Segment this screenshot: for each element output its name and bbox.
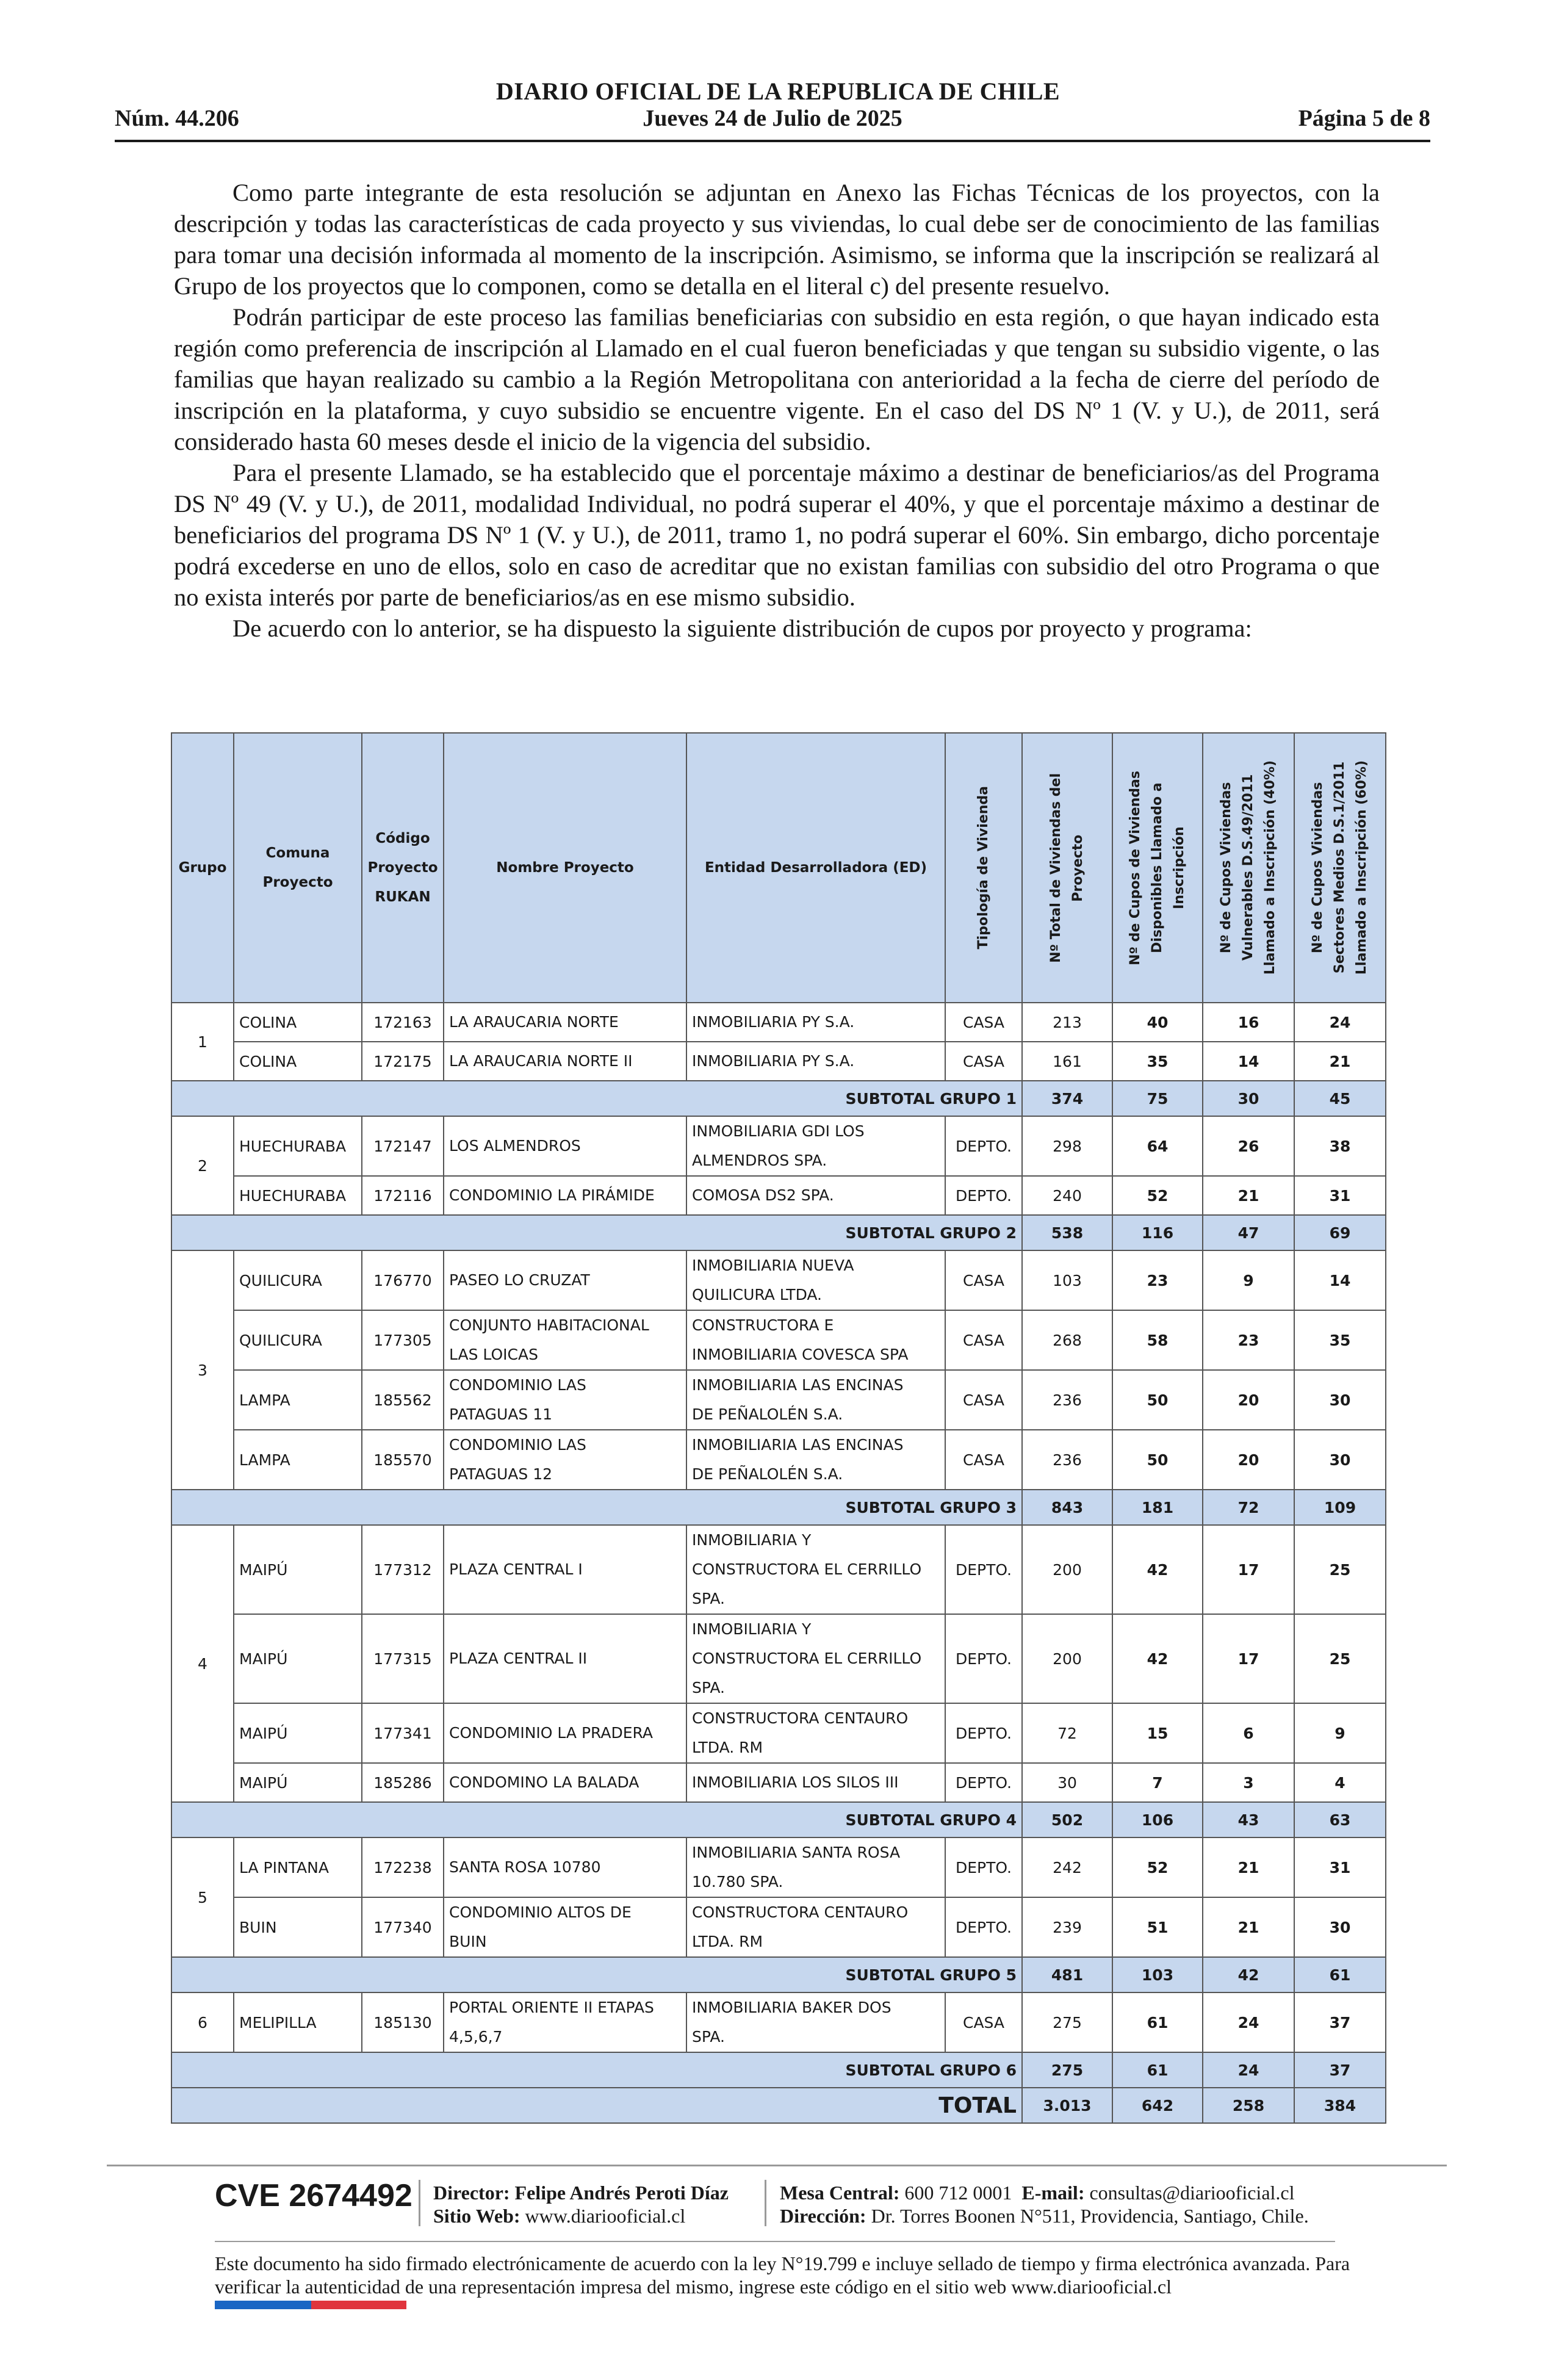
total-cell: 213 [1022,1003,1112,1042]
nombre-cell [444,1250,686,1310]
subtotal-medios: 45 [1294,1081,1386,1116]
vulnerables-cell: 3 [1203,1763,1294,1802]
cell-line: CONSTRUCTORA CENTAURO [692,1709,909,1727]
codigo-cell: 185286 [362,1763,444,1802]
grand-medios: 384 [1294,2088,1386,2123]
total-cell: 239 [1022,1897,1112,1957]
comuna-cell: HUECHURABA [234,1116,362,1176]
subtotal-row [171,1490,1386,1525]
table-row [171,1003,1386,1042]
cell-line: CONSTRUCTORA EL CERRILLO [692,1560,922,1578]
cupos-cell: 50 [1112,1430,1203,1490]
header-divider [115,140,1430,142]
cell-line: INMOBILIARIA PY S.A. [692,1052,855,1070]
table-row [171,1703,1386,1763]
codigo-cell: 172163 [362,1003,444,1042]
subtotal-medios: 109 [1294,1490,1386,1525]
email-label: E-mail: [1021,2182,1085,2204]
cupos-cell: 64 [1112,1116,1203,1176]
footer-divider [215,2241,1335,2242]
director-name: Felipe Andrés Peroti Díaz [514,2182,729,2204]
cell-line: DE PEÑALOLÉN S.A. [692,1405,843,1423]
group-number-cell: 6 [171,1992,234,2052]
subtotal-cupos: 61 [1112,2052,1203,2088]
cupos-cell: 51 [1112,1897,1203,1957]
nombre-cell [444,1837,686,1897]
entidad-cell [686,1763,945,1802]
table-row [171,1176,1386,1215]
total-cell: 30 [1022,1763,1112,1802]
group-number-cell: 3 [171,1250,234,1490]
total-row [171,2088,1386,2123]
codigo-cell: 172147 [362,1116,444,1176]
table-row [171,1837,1386,1897]
grand-vulnerables: 258 [1203,2088,1294,2123]
grand-cupos: 642 [1112,2088,1203,2123]
cell-line: INMOBILIARIA Y [692,1620,812,1638]
distribution-table-wrapper [171,732,1386,2124]
subtotal-label: SUBTOTAL GRUPO 2 [171,1215,1022,1250]
subtotal-cupos: 116 [1112,1215,1203,1250]
cell-line: CONSTRUCTORA E [692,1316,834,1334]
subtotal-label: SUBTOTAL GRUPO 5 [171,1957,1022,1992]
total-label: TOTAL [171,2088,1022,2123]
cell-line: LAS LOICAS [449,1346,538,1363]
table-row [171,1250,1386,1310]
codigo-cell: 177341 [362,1703,444,1763]
header-vulnerables: Nº de Cupos Viviendas Vulnerables D.S.49/2011 Llamado a Inscripción (40%) [1203,733,1294,1003]
cell-line: PATAGUAS 12 [449,1465,553,1483]
tipologia-cell: CASA [945,1370,1022,1430]
comuna-cell: MAIPÚ [234,1763,362,1802]
total-cell: 161 [1022,1042,1112,1081]
total-cell: 200 [1022,1614,1112,1703]
vulnerables-cell: 26 [1203,1116,1294,1176]
comuna-cell: QUILICURA [234,1250,362,1310]
tipologia-cell: DEPTO. [945,1703,1022,1763]
group-number-cell: 5 [171,1837,234,1957]
table-row [171,1430,1386,1490]
vulnerables-cell: 9 [1203,1250,1294,1310]
table-row [171,1310,1386,1370]
cell-line: LA ARAUCARIA NORTE [449,1013,619,1031]
cupos-cell: 52 [1112,1176,1203,1215]
cell-line: SPA. [692,2028,725,2046]
header-codigo: Código Proyecto RUKAN [362,733,444,1003]
cell-line: PLAZA CENTRAL I [449,1560,583,1578]
cell-line: PASEO LO CRUZAT [449,1271,590,1289]
header-medios: Nº de Cupos Viviendas Sectores Medios D.S.1/2011 Llamado a Inscripción (60%) [1294,733,1386,1003]
cell-line: INMOBILIARIA LOS SILOS III [692,1773,899,1791]
header-comuna: Comuna Proyecto [234,733,362,1003]
entidad-cell [686,1310,945,1370]
cell-line: SPA. [692,1679,725,1697]
subtotal-total: 843 [1022,1490,1112,1525]
table-row [171,1525,1386,1614]
cell-line: PLAZA CENTRAL II [449,1650,588,1667]
website-label: Sitio Web: [433,2205,520,2227]
subtotal-row [171,1957,1386,1992]
cell-line: CONDOMINIO ALTOS DE [449,1903,632,1921]
issue-number: Núm. 44.206 [115,106,239,131]
subtotal-row [171,2052,1386,2088]
medios-cell: 38 [1294,1116,1386,1176]
header-tipologia: Tipología de Vivienda [945,733,1022,1003]
tipologia-cell: DEPTO. [945,1614,1022,1703]
cell-line: 10.780 SPA. [692,1873,783,1891]
flag-bar-blue [215,2301,311,2309]
director-label: Director: [433,2182,510,2204]
codigo-cell: 177340 [362,1897,444,1957]
entidad-cell [686,1837,945,1897]
phone-label: Mesa Central: [780,2182,900,2204]
entidad-cell [686,1116,945,1176]
table-body [171,1003,1386,2123]
comuna-cell: MAIPÚ [234,1703,362,1763]
cell-line: INMOBILIARIA Y [692,1531,812,1549]
codigo-cell: 177312 [362,1525,444,1614]
cupos-cell: 7 [1112,1763,1203,1802]
footer-separator [765,2180,766,2226]
cell-line: CONDOMINIO LAS [449,1376,586,1394]
tipologia-cell: DEPTO. [945,1116,1022,1176]
cell-line: INMOBILIARIA PY S.A. [692,1013,855,1031]
nombre-cell [444,1763,686,1802]
distribution-table [171,732,1386,2124]
entidad-cell [686,1042,945,1081]
cell-line: COMOSA DS2 SPA. [692,1186,834,1204]
codigo-cell: 185562 [362,1370,444,1430]
entidad-cell [686,1176,945,1215]
medios-cell: 30 [1294,1370,1386,1430]
nombre-cell [444,1370,686,1430]
vulnerables-cell: 16 [1203,1003,1294,1042]
page-indicator: Página 5 de 8 [1298,106,1430,131]
tipologia-cell: CASA [945,1003,1022,1042]
total-cell: 240 [1022,1176,1112,1215]
cell-line: INMOBILIARIA SANTA ROSA [692,1844,901,1861]
subtotal-vulnerables: 47 [1203,1215,1294,1250]
paragraph: Para el presente Llamado, se ha establecido que el porcentaje máximo a destinar de beneficiarios/as del Programa DS Nº 49 (V. y U.), de 2011, modalidad Individual, no podrá superar el 40%, y que el porcentaje máximo a destinar de beneficiarios del programa DS Nº 1 (V. y U.), de 2011, tramo 1, no podrá superar el 60%. Sin embargo, dicho porcentaje podrá excederse en uno de ellos, solo en caso de acreditar que no existan familias con subsidio del otro Programa o que no exista interés por parte de beneficiarios/as en ese mismo subsidio. [174,459,1380,611]
vulnerables-cell: 20 [1203,1430,1294,1490]
codigo-cell: 185130 [362,1992,444,2052]
total-cell: 103 [1022,1250,1112,1310]
paragraph: De acuerdo con lo anterior, se ha dispuesto la siguiente distribución de cupos por proyecto y programa: [232,615,1252,642]
cupos-cell: 42 [1112,1525,1203,1614]
comuna-cell: MELIPILLA [234,1992,362,2052]
cell-line: SANTA ROSA 10780 [449,1858,601,1876]
subtotal-row [171,1081,1386,1116]
cupos-cell: 50 [1112,1370,1203,1430]
medios-cell: 25 [1294,1614,1386,1703]
vulnerables-cell: 20 [1203,1370,1294,1430]
entidad-cell [686,1525,945,1614]
website-link[interactable]: www.diariooficial.cl [525,2205,686,2227]
cupos-cell: 40 [1112,1003,1203,1042]
table-row [171,1897,1386,1957]
subtotal-vulnerables: 30 [1203,1081,1294,1116]
total-cell: 298 [1022,1116,1112,1176]
newspaper-title: DIARIO OFICIAL DE LA REPUBLICA DE CHILE [495,78,1061,105]
cell-line: LTDA. RM [692,1739,763,1756]
vulnerables-cell: 17 [1203,1525,1294,1614]
comuna-cell: LAMPA [234,1430,362,1490]
subtotal-medios: 63 [1294,1802,1386,1837]
subtotal-cupos: 106 [1112,1802,1203,1837]
entidad-cell [686,1370,945,1430]
comuna-cell: COLINA [234,1042,362,1081]
subtotal-medios: 37 [1294,2052,1386,2088]
group-number-cell: 1 [171,1003,234,1081]
cell-line: SPA. [692,1590,725,1607]
vulnerables-cell: 23 [1203,1310,1294,1370]
cell-line: QUILICURA LTDA. [692,1286,822,1304]
tipologia-cell: CASA [945,1992,1022,2052]
header-cupos: Nº de Cupos de Viviendas Disponibles Llamado a Inscripción [1112,733,1203,1003]
footer-separator [419,2180,420,2226]
email-link[interactable]: consultas@diariooficial.cl [1089,2182,1295,2204]
header-nombre: Nombre Proyecto [444,733,686,1003]
table-row [171,1370,1386,1430]
vulnerables-cell: 21 [1203,1176,1294,1215]
group-number-cell: 2 [171,1116,234,1215]
medios-cell: 30 [1294,1430,1386,1490]
codigo-cell: 172175 [362,1042,444,1081]
vulnerables-cell: 17 [1203,1614,1294,1703]
entidad-cell [686,1992,945,2052]
phone-number: 600 712 0001 [904,2182,1012,2204]
nombre-cell [444,1003,686,1042]
vulnerables-cell: 21 [1203,1897,1294,1957]
nombre-cell [444,1176,686,1215]
codigo-cell: 185570 [362,1430,444,1490]
tipologia-cell: CASA [945,1250,1022,1310]
medios-cell: 24 [1294,1003,1386,1042]
cell-line: INMOBILIARIA BAKER DOS [692,1999,891,2016]
cell-line: ALMENDROS SPA. [692,1152,827,1169]
cupos-cell: 42 [1112,1614,1203,1703]
cupos-cell: 35 [1112,1042,1203,1081]
cell-line: CONDOMINIO LA PRADERA [449,1724,653,1742]
subtotal-vulnerables: 43 [1203,1802,1294,1837]
cell-line: LA ARAUCARIA NORTE II [449,1052,633,1070]
total-cell: 200 [1022,1525,1112,1614]
entidad-cell [686,1003,945,1042]
tipologia-cell: DEPTO. [945,1763,1022,1802]
codigo-cell: 176770 [362,1250,444,1310]
table-row [171,1116,1386,1176]
cell-line: BUIN [449,1933,487,1950]
tipologia-cell: DEPTO. [945,1176,1022,1215]
entidad-cell [686,1897,945,1957]
cell-line: INMOBILIARIA NUEVA [692,1257,854,1274]
cell-line: INMOBILIARIA GDI LOS [692,1122,865,1140]
cupos-cell: 61 [1112,1992,1203,2052]
codigo-cell: 177315 [362,1614,444,1703]
header-total: Nº Total de Viviendas del Proyecto [1022,733,1112,1003]
header-grupo: Grupo [171,733,234,1003]
nombre-cell [444,1042,686,1081]
comuna-cell: MAIPÚ [234,1614,362,1703]
cell-line: CONJUNTO HABITACIONAL [449,1316,649,1334]
footer-divider [107,2165,1447,2166]
medios-cell: 31 [1294,1176,1386,1215]
total-cell: 236 [1022,1370,1112,1430]
flag-bar-red [311,2301,406,2309]
subtotal-cupos: 181 [1112,1490,1203,1525]
total-cell: 242 [1022,1837,1112,1897]
cell-line: CONSTRUCTORA CENTAURO [692,1903,909,1921]
subtotal-label: SUBTOTAL GRUPO 6 [171,2052,1022,2088]
entidad-cell [686,1614,945,1703]
vulnerables-cell: 21 [1203,1837,1294,1897]
subtotal-total: 538 [1022,1215,1112,1250]
subtotal-total: 275 [1022,2052,1112,2088]
nombre-cell [444,1614,686,1703]
address-label: Dirección: [780,2205,866,2227]
total-cell: 275 [1022,1992,1112,2052]
address-text: Dr. Torres Boonen N°511, Providencia, Santiago, Chile. [871,2205,1309,2227]
subtotal-label: SUBTOTAL GRUPO 3 [171,1490,1022,1525]
footer-contact-block [780,2181,1309,2227]
cupos-cell: 15 [1112,1703,1203,1763]
subtotal-label: SUBTOTAL GRUPO 4 [171,1802,1022,1837]
entidad-cell [686,1430,945,1490]
cell-line: INMOBILIARIA COVESCA SPA [692,1346,909,1363]
cve-code: CVE 2674492 [215,2178,412,2213]
subtotal-row [171,1802,1386,1837]
medios-cell: 25 [1294,1525,1386,1614]
nombre-cell [444,1430,686,1490]
comuna-cell: QUILICURA [234,1310,362,1370]
header-entidad: Entidad Desarrolladora (ED) [686,733,945,1003]
table-row [171,1763,1386,1802]
codigo-cell: 177305 [362,1310,444,1370]
nombre-cell [444,1116,686,1176]
cell-line: DE PEÑALOLÉN S.A. [692,1465,843,1483]
nombre-cell [444,1897,686,1957]
medios-cell: 14 [1294,1250,1386,1310]
nombre-cell [444,1310,686,1370]
issue-date: Jueves 24 de Julio de 2025 [643,106,902,131]
subtotal-total: 481 [1022,1957,1112,1992]
subtotal-cupos: 75 [1112,1081,1203,1116]
subtotal-vulnerables: 24 [1203,2052,1294,2088]
grand-total: 3.013 [1022,2088,1112,2123]
subtotal-medios: 61 [1294,1957,1386,1992]
medios-cell: 35 [1294,1310,1386,1370]
comuna-cell: COLINA [234,1003,362,1042]
total-cell: 236 [1022,1430,1112,1490]
medios-cell: 4 [1294,1763,1386,1802]
cell-line: CONSTRUCTORA EL CERRILLO [692,1650,922,1667]
subtotal-medios: 69 [1294,1215,1386,1250]
total-cell: 268 [1022,1310,1112,1370]
cell-line: CONDOMINIO LAS [449,1436,586,1454]
tipologia-cell: DEPTO. [945,1525,1022,1614]
medios-cell: 9 [1294,1703,1386,1763]
entidad-cell [686,1250,945,1310]
tipologia-cell: DEPTO. [945,1897,1022,1957]
cell-line: INMOBILIARIA LAS ENCINAS [692,1436,904,1454]
subtotal-row [171,1215,1386,1250]
entidad-cell [686,1703,945,1763]
comuna-cell: LA PINTANA [234,1837,362,1897]
vulnerables-cell: 24 [1203,1992,1294,2052]
tipologia-cell: DEPTO. [945,1837,1022,1897]
comuna-cell: MAIPÚ [234,1525,362,1614]
cell-line: PORTAL ORIENTE II ETAPAS [449,1999,654,2016]
group-number-cell: 4 [171,1525,234,1802]
total-cell: 72 [1022,1703,1112,1763]
cupos-cell: 58 [1112,1310,1203,1370]
medios-cell: 37 [1294,1992,1386,2052]
table-row [171,1992,1386,2052]
codigo-cell: 172116 [362,1176,444,1215]
vulnerables-cell: 14 [1203,1042,1294,1081]
nombre-cell [444,1703,686,1763]
header-row [115,105,1430,137]
subtotal-total: 374 [1022,1081,1112,1116]
codigo-cell: 172238 [362,1837,444,1897]
comuna-cell: BUIN [234,1897,362,1957]
comuna-cell: LAMPA [234,1370,362,1430]
cell-line: CONDOMINO LA BALADA [449,1773,639,1791]
comuna-cell: HUECHURABA [234,1176,362,1215]
cell-line: LTDA. RM [692,1933,763,1950]
cupos-cell: 52 [1112,1837,1203,1897]
subtotal-cupos: 103 [1112,1957,1203,1992]
subtotal-total: 502 [1022,1802,1112,1837]
subtotal-label: SUBTOTAL GRUPO 1 [171,1081,1022,1116]
table-header [171,733,1386,1003]
subtotal-vulnerables: 72 [1203,1490,1294,1525]
cupos-cell: 23 [1112,1250,1203,1310]
medios-cell: 21 [1294,1042,1386,1081]
tipologia-cell: CASA [945,1310,1022,1370]
signature-note: Este documento ha sido firmado electrónicamente de acuerdo con la ley N°19.799 e incluye sellado de tiempo y firma electrónica avanzada. Para verificar la autenticidad de una representación impresa del mismo, ingrese este código en el sitio web www.diariooficial.cl [215,2252,1350,2298]
nombre-cell [444,1525,686,1614]
footer-director-block [433,2181,729,2227]
medios-cell: 30 [1294,1897,1386,1957]
nombre-cell [444,1992,686,2052]
table-row [171,1614,1386,1703]
cell-line: PATAGUAS 11 [449,1405,553,1423]
medios-cell: 31 [1294,1837,1386,1897]
cell-line: LOS ALMENDROS [449,1137,581,1155]
vulnerables-cell: 6 [1203,1703,1294,1763]
cell-line: 4,5,6,7 [449,2028,503,2046]
tipologia-cell: CASA [945,1042,1022,1081]
paragraph: Podrán participar de este proceso las familias beneficiarias con subsidio en esta región, o que hayan indicado esta región como preferencia de inscripción al Llamado en el cual fueron beneficiadas y que tengan su subsidio vigente, o las familias que hayan realizado su cambio a la Región Metropolitana con anterioridad a la fecha de cierre del período de inscripción en la plataforma, y cuyo subsidio se encuentre vigente. En el caso del DS Nº 1 (V. y U.), de 2011, será considerado hasta 60 meses desde el inicio de la vigencia del subsidio. [174,303,1380,455]
cell-line: INMOBILIARIA LAS ENCINAS [692,1376,904,1394]
paragraph: Como parte integrante de esta resolución se adjuntan en Anexo las Fichas Técnicas de los proyectos, con la descripción y todas las características de cada proyecto y sus viviendas, lo cual debe ser de conocimiento de las familias para tomar una decisión informada al momento de la inscripción. Asimismo, se informa que la inscripción se realizará al Grupo de los proyectos que lo componen, como se detalla en el literal c) del presente resuelvo. [174,179,1380,300]
cell-line: CONDOMINIO LA PIRÁMIDE [449,1186,655,1204]
subtotal-vulnerables: 42 [1203,1957,1294,1992]
body-text [174,177,1380,644]
tipologia-cell: CASA [945,1430,1022,1490]
table-row [171,1042,1386,1081]
